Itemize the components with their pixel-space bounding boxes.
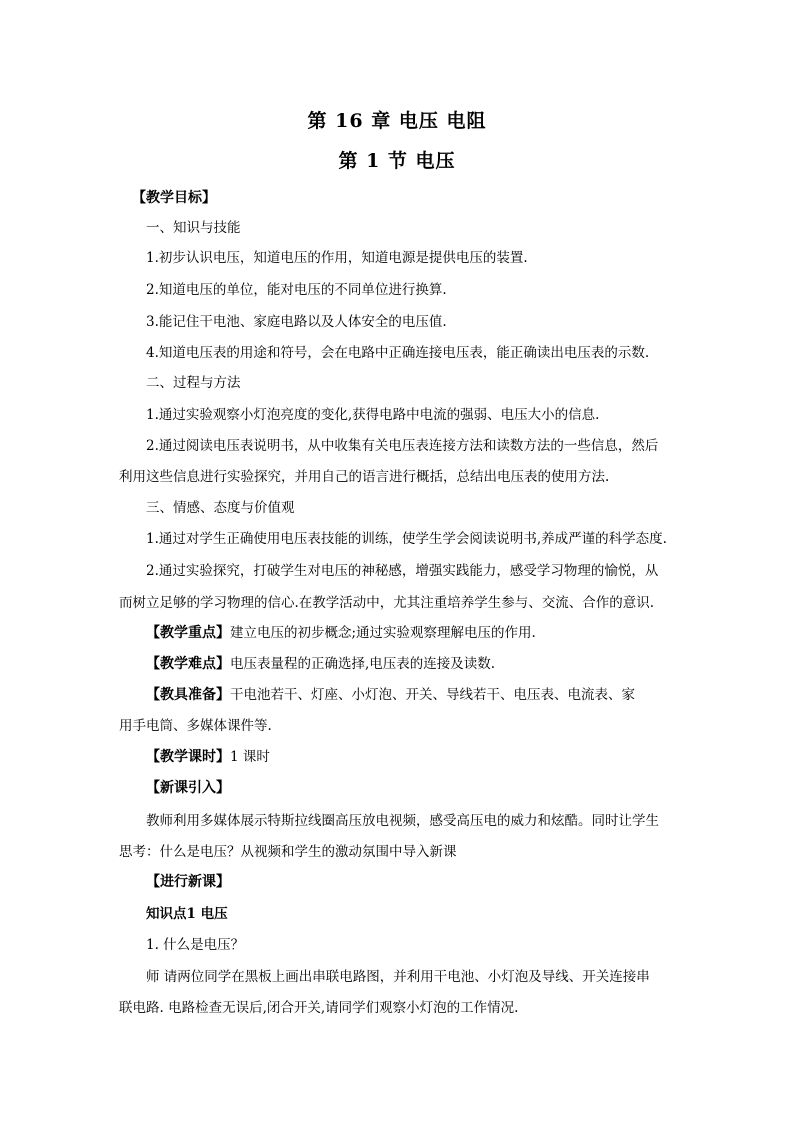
question-1: 1. 什么是电压？ xyxy=(146,937,245,953)
part1-item-1: 1.初步认识电压，知道电压的作用，知道电源是提供电压的装置. xyxy=(146,250,528,266)
part3-item-2-line1: 2.通过实验探究，打破学生对电压的神秘感，增强实践能力，感受学习物理的愉悦，从 xyxy=(146,563,659,579)
section-title: 第 1 节 电压 xyxy=(338,150,456,172)
part1-item-3: 3.能记住干电池、家庭电路以及人体安全的电压值. xyxy=(146,314,447,330)
intro-line2: 思考：什么是电压？从视频和学生的激动氛围中导入新课 xyxy=(119,844,457,860)
equipment-text-cont: 用手电筒、多媒体课件等. xyxy=(119,718,272,734)
key-point-row xyxy=(146,623,706,643)
part1-item-4: 4.知道电压表的用途和符号，会在电路中正确连接电压表，能正确读出电压表的示数. xyxy=(146,345,650,361)
chapter-title: 第 16 章 电压 电阻 xyxy=(307,110,487,132)
equipment-text: 干电池若干、灯座、小灯泡、开关、导线若干、电压表、电流表、家 xyxy=(230,687,635,703)
new-lesson-heading: 【进行新课】 xyxy=(146,874,230,890)
key-point-label: 【教学重点】 xyxy=(146,625,230,641)
hours-row xyxy=(146,747,706,767)
difficulty-row xyxy=(146,654,706,674)
part2-title: 二、过程与方法 xyxy=(146,375,241,391)
intro-line1: 教师利用多媒体展示特斯拉线圈高压放电视频，感受高压电的威力和炫酷。同时让学生 xyxy=(146,813,659,829)
equipment-label: 【教具准备】 xyxy=(146,687,230,703)
part3-title: 三、情感、态度与价值观 xyxy=(146,500,295,516)
knowledge-point-title: 知识点1 电压 xyxy=(146,906,228,922)
part3-item-2-line2: 而树立足够的学习物理的信心.在教学活动中，尤其注重培养学生参与、交流、合作的意识. xyxy=(119,595,655,611)
difficulty-text: 电压表量程的正确选择,电压表的连接及读数. xyxy=(230,656,496,672)
objectives-heading: 【教学目标】 xyxy=(132,190,216,206)
hours-label: 【教学课时】 xyxy=(146,749,230,765)
hours-text: 1 课时 xyxy=(230,749,270,765)
part2-item-2-line1: 2.通过阅读电压表说明书，从中收集有关电压表连接方法和读数方法的一些信息，然后 xyxy=(146,438,659,454)
part2-item-1: 1.通过实验观察小灯泡亮度的变化,获得电路中电流的强弱、电压大小的信息. xyxy=(146,407,600,423)
difficulty-label: 【教学难点】 xyxy=(146,656,230,672)
part3-item-1: 1.通过对学生正确使用电压表技能的训练，使学生学会阅读说明书,养成严谨的科学态度. xyxy=(146,531,667,547)
key-point-text: 建立电压的初步概念;通过实验观察理解电压的作用. xyxy=(230,625,536,641)
teacher-line2: 联电路. 电路检查无误后,闭合开关,请同学们观察小灯泡的工作情况. xyxy=(119,1000,519,1016)
part1-item-2: 2.知道电压的单位，能对电压的不同单位进行换算. xyxy=(146,282,447,298)
intro-heading: 【新课引入】 xyxy=(146,780,230,796)
part2-item-2-line2: 利用这些信息进行实验探究，并用自己的语言进行概括，总结出电压表的使用方法. xyxy=(119,469,610,485)
equipment-row xyxy=(146,685,706,705)
teacher-line1: 师 请两位同学在黑板上画出串联电路图，并利用干电池、小灯泡及导线、开关连接串 xyxy=(146,969,650,985)
part1-title: 一、知识与技能 xyxy=(146,220,241,236)
